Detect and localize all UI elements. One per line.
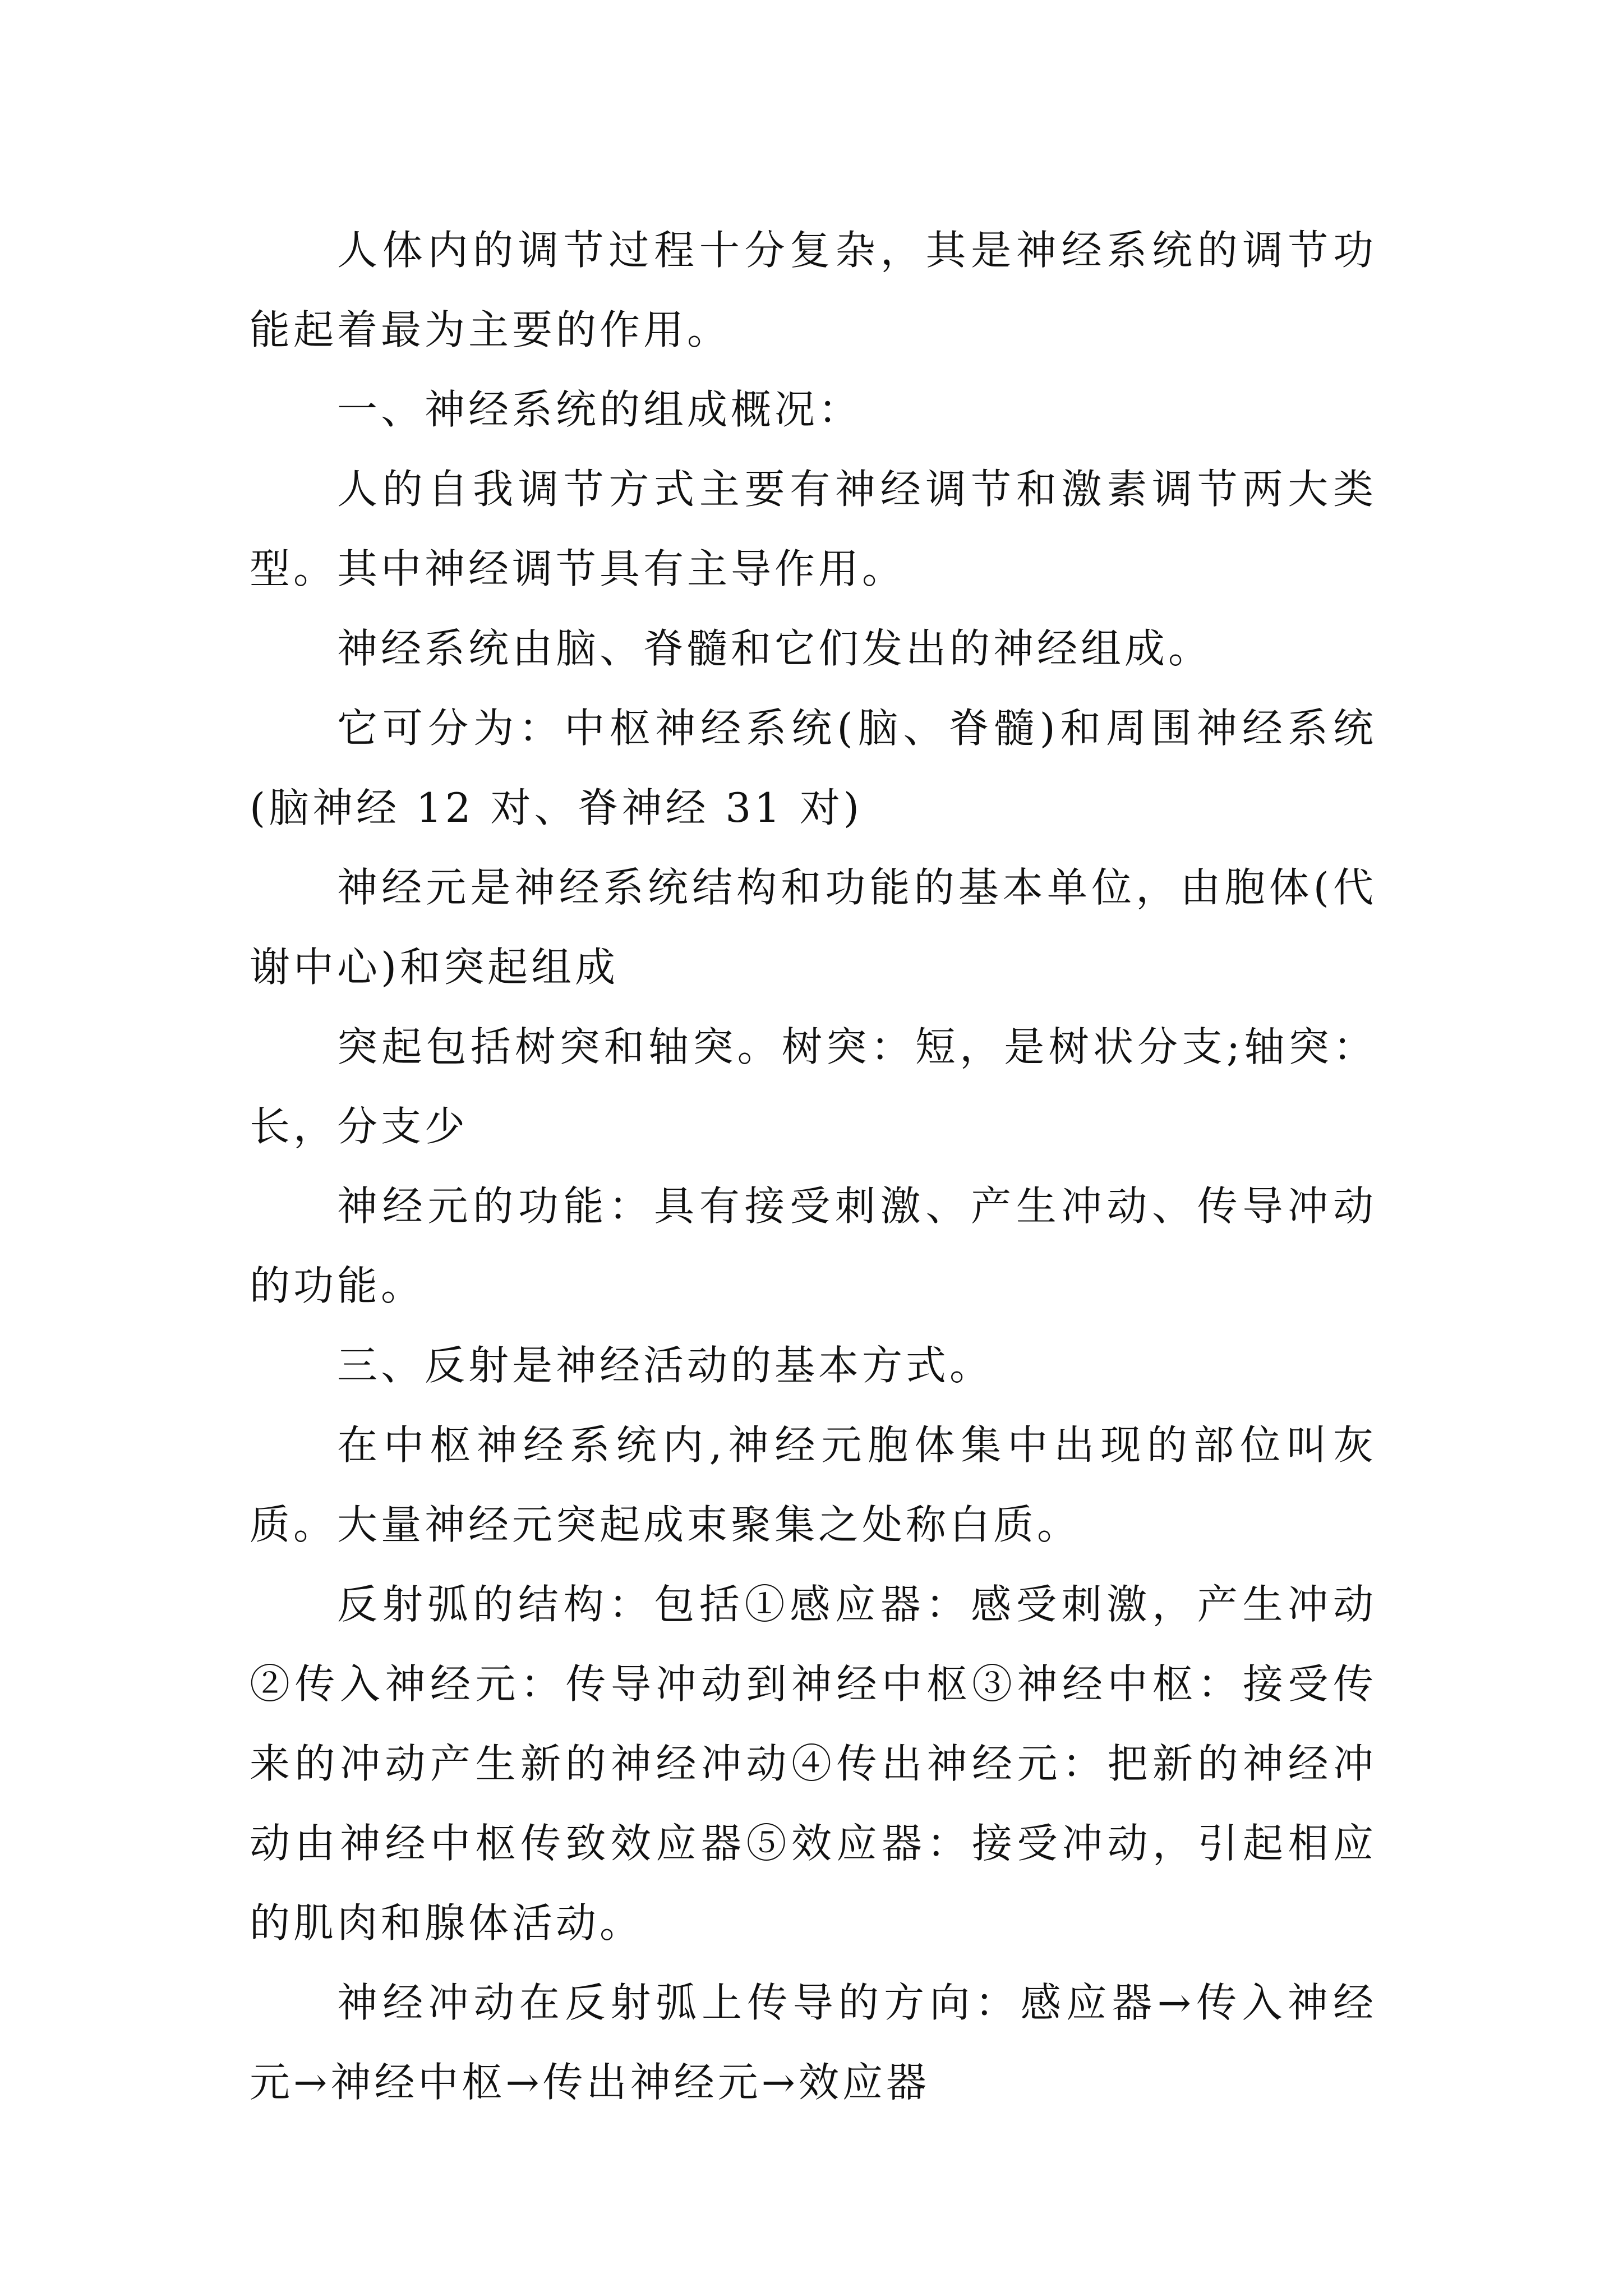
section-heading-3: 三、反射是神经活动的基本方式。 (337, 1342, 994, 1389)
paragraph-nervous-system-composition: 神经系统由脑、脊髓和它们发出的神经组成。 (337, 625, 1212, 672)
paragraph-gray-white-matter: 在中枢神经系统内,神经元胞体集中出现的部位叫灰质。大量神经元突起成束聚集之处称白质。 (250, 1421, 1377, 1548)
paragraph-regulation-types: 人的自我调节方式主要有神经调节和激素调节两大类型。其中神经调节具有主导作用。 (250, 466, 1377, 592)
paragraph-impulse-direction: 神经冲动在反射弧上传导的方向：感应器→传入神经元→神经中枢→传出神经元→效应器 (250, 1979, 1377, 2106)
paragraph-neuron-definition: 神经元是神经系统结构和功能的基本单位，由胞体(代谢中心)和突起组成 (250, 864, 1377, 991)
paragraph-system-division: 它可分为：中枢神经系统(脑、脊髓)和周围神经系统(脑神经 12 对、脊神经 31 对) (250, 705, 1377, 831)
section-heading-1: 一、神经系统的组成概况： (337, 386, 863, 433)
paragraph-intro: 人体内的调节过程十分复杂，其是神经系统的调节功能起着最为主要的作用。 (250, 227, 1377, 353)
paragraph-processes: 突起包括树突和轴突。树突：短，是树状分支;轴突：长，分支少 (250, 1023, 1377, 1150)
paragraph-reflex-arc-structure: 反射弧的结构：包括①感应器：感受刺激，产生冲动②传入神经元：传导冲动到神经中枢③神经中枢：接受传来的冲动产生新的神经冲动④传出神经元：把新的神经冲动由神经中枢传致效应器⑤效应器：接受冲动，引起相应的肌肉和腺体活动。 (250, 1581, 1377, 1947)
paragraph-neuron-function: 神经元的功能：具有接受刺激、产生冲动、传导冲动的功能。 (250, 1182, 1377, 1309)
document-body (250, 210, 1377, 2122)
